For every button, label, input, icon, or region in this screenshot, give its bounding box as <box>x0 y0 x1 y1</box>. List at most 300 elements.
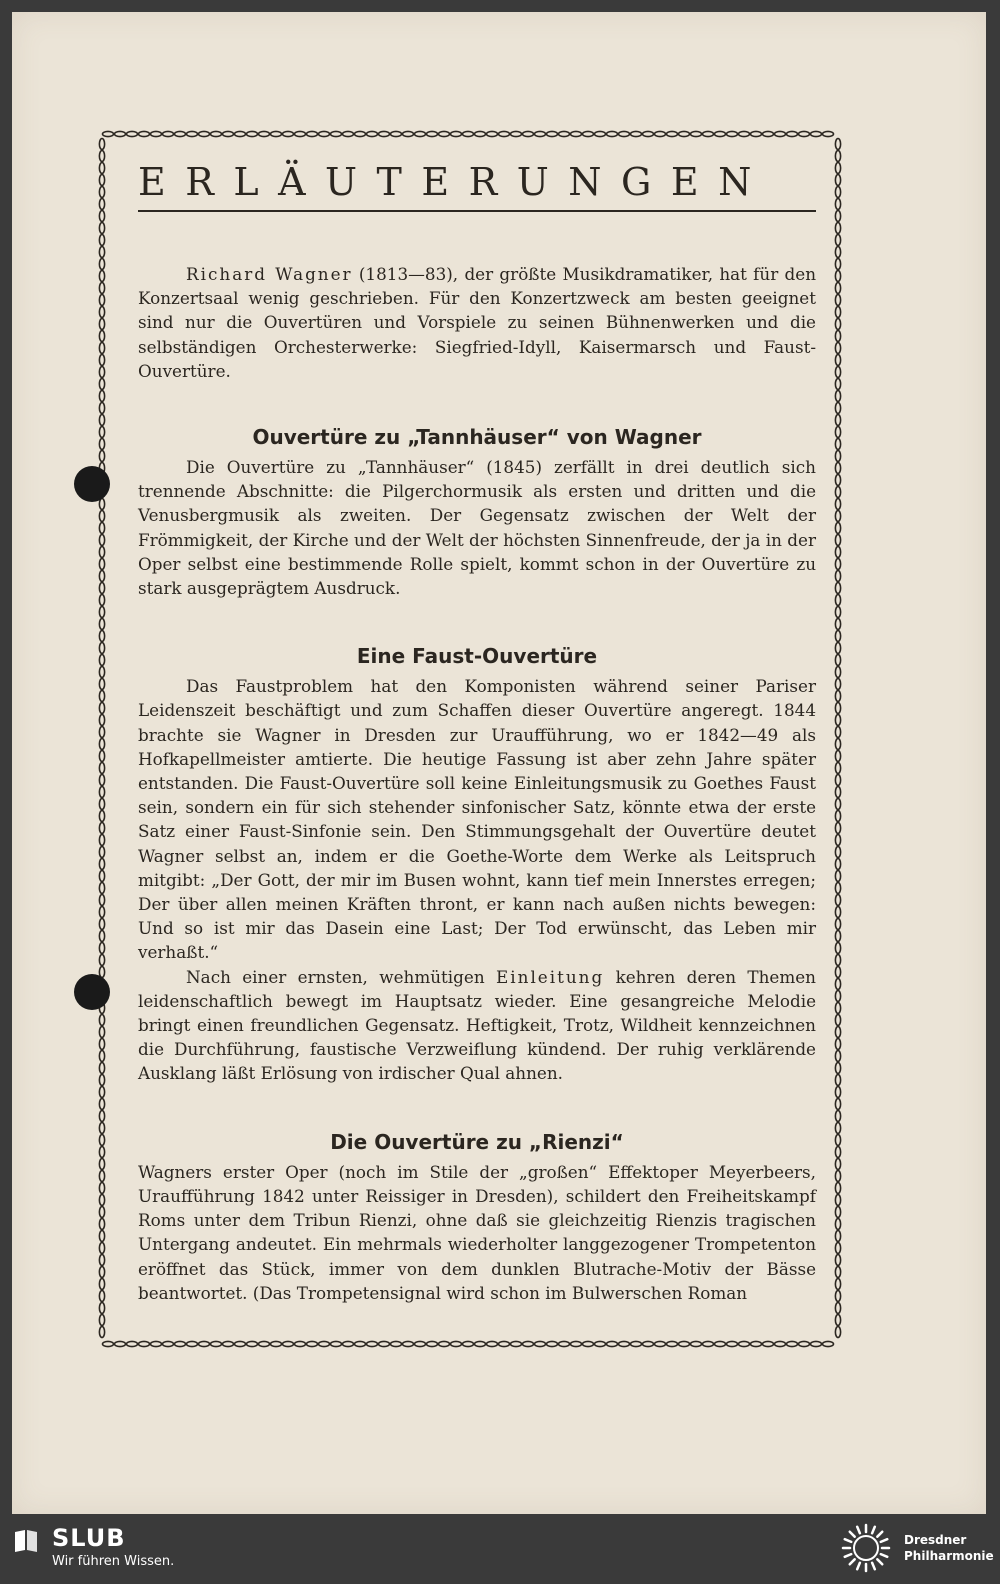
chain-link <box>835 1207 840 1218</box>
chain-link <box>835 835 840 846</box>
logo-ray <box>857 1563 860 1569</box>
chain-link <box>835 1003 840 1014</box>
chain-link <box>99 1315 104 1326</box>
composer-name: Richard Wagner <box>186 264 353 284</box>
logo-ray <box>850 1532 855 1537</box>
library-slogan: Wir führen Wissen. <box>52 1554 175 1569</box>
chain-link <box>835 283 840 294</box>
chain-link <box>99 151 104 162</box>
chain-link <box>99 847 104 858</box>
chain-link <box>835 1315 840 1326</box>
chain-link <box>835 1111 840 1122</box>
chain-link <box>835 499 840 510</box>
chain-link <box>99 1183 104 1194</box>
logo-ray <box>850 1559 855 1564</box>
chain-link <box>595 1341 606 1346</box>
chain-link <box>99 787 104 798</box>
chain-link <box>835 163 840 174</box>
chain-link <box>835 883 840 894</box>
chain-link <box>331 1341 342 1346</box>
chain-link <box>595 131 606 136</box>
chain-link <box>835 355 840 366</box>
chain-link <box>99 799 104 810</box>
faust-2-lead: Nach einer ernsten, wehmütigen <box>186 966 497 987</box>
chain-link <box>835 511 840 522</box>
chain-link <box>835 907 840 918</box>
chain-link <box>355 1341 366 1346</box>
chain-link <box>99 499 104 510</box>
page-title: ERLÄUTERUNGEN <box>138 160 816 212</box>
chain-link <box>99 1267 104 1278</box>
chain-link <box>99 307 104 318</box>
chain-link <box>679 1341 690 1346</box>
chain-link <box>99 1243 104 1254</box>
chain-link <box>99 199 104 210</box>
chain-link <box>835 571 840 582</box>
chain-link <box>99 1171 104 1182</box>
chain-link <box>547 1341 558 1346</box>
chain-link <box>439 1341 450 1346</box>
chain-link <box>247 131 258 136</box>
chain-link <box>99 559 104 570</box>
section-paragraph-faust-2 <box>138 965 816 1086</box>
chain-link <box>835 439 840 450</box>
chain-link <box>99 763 104 774</box>
chain-link <box>99 727 104 738</box>
chain-link <box>667 1341 678 1346</box>
chain-link <box>211 1341 222 1346</box>
chain-link <box>499 131 510 136</box>
chain-link <box>835 1051 840 1062</box>
chain-link <box>607 131 618 136</box>
chain-link <box>775 131 786 136</box>
chain-link <box>99 1195 104 1206</box>
chain-link <box>835 235 840 246</box>
chain-link <box>631 1341 642 1346</box>
chain-link <box>835 1171 840 1182</box>
chain-link <box>811 131 822 136</box>
chain-link <box>163 1341 174 1346</box>
chain-link <box>643 1341 654 1346</box>
chain-link <box>247 1341 258 1346</box>
chain-link <box>99 655 104 666</box>
chain-link <box>99 1099 104 1110</box>
program-page <box>12 12 986 1514</box>
chain-link <box>295 1341 306 1346</box>
chain-link <box>835 1027 840 1038</box>
chain-link <box>99 1279 104 1290</box>
chain-link <box>259 1341 270 1346</box>
chain-link <box>835 763 840 774</box>
chain-link <box>835 955 840 966</box>
chain-link <box>99 139 104 150</box>
chain-link <box>99 571 104 582</box>
partner-line-2: Philharmonie <box>904 1549 994 1563</box>
chain-link <box>739 131 750 136</box>
chain-link <box>99 259 104 270</box>
chain-link <box>99 343 104 354</box>
chain-link <box>99 391 104 402</box>
chain-link <box>99 907 104 918</box>
chain-link <box>835 559 840 570</box>
chain-link <box>379 131 390 136</box>
chain-link <box>835 367 840 378</box>
logo-ray <box>872 1527 875 1533</box>
chain-link <box>835 523 840 534</box>
chain-link <box>403 1341 414 1346</box>
logo-ray <box>881 1539 887 1542</box>
chain-link <box>835 331 840 342</box>
chain-link <box>451 131 462 136</box>
chain-link <box>99 1291 104 1302</box>
chain-link <box>99 811 104 822</box>
chain-link <box>99 1015 104 1026</box>
chain-link <box>99 823 104 834</box>
chain-link <box>99 187 104 198</box>
chain-link <box>99 451 104 462</box>
chain-link <box>835 199 840 210</box>
chain-link <box>835 547 840 558</box>
chain-link <box>835 1135 840 1146</box>
chain-link <box>187 1341 198 1346</box>
chain-link <box>703 1341 714 1346</box>
chain-link <box>835 1303 840 1314</box>
chain-link <box>523 1341 534 1346</box>
chain-link <box>99 415 104 426</box>
chain-link <box>415 1341 426 1346</box>
chain-link <box>835 379 840 390</box>
chain-link <box>99 715 104 726</box>
chain-link <box>99 919 104 930</box>
book-icon[interactable] <box>12 1526 40 1554</box>
chain-link <box>835 811 840 822</box>
chain-link <box>99 943 104 954</box>
chain-link <box>499 1341 510 1346</box>
section-paragraph-rienzi: Wagners erster Oper (noch im Stile der „großen“ Effektoper Meyerbeers, Uraufführung 1842 unter Reissiger in Dresden), schildert den Freiheitskampf Roms unter dem Tribun Rienzi, ohne daß sie gleichzeitig Rienzis tragischen Untergang andeutet. Ein mehrmals wiederholter langgezogener Trompetenton eröffnet das Stück, immer von dem dunklen Blutrache-Motiv der Bässe beantwortet. (Das Trompetensignal wird schon im Bulwerschen Roman <box>138 1161 816 1303</box>
chain-link <box>715 131 726 136</box>
chain-link <box>99 1087 104 1098</box>
chain-link <box>835 343 840 354</box>
chain-link <box>835 259 840 270</box>
chain-link <box>355 131 366 136</box>
chain-link <box>835 1279 840 1290</box>
chain-link <box>211 131 222 136</box>
chain-link <box>439 131 450 136</box>
chain-link <box>99 871 104 882</box>
chain-link <box>835 391 840 402</box>
chain-link <box>835 715 840 726</box>
chain-link <box>643 131 654 136</box>
chain-link <box>727 1341 738 1346</box>
faust-2-rest: kehren deren Themen leidenschaftlich bewegt im Hauptsatz wieder. Eine gesangreiche Melodie bringt einen freundlichen Gegensatz. Heftigkeit, Trotz, Wildheit kennzeichnen die Durchführung, faustische Verzweiflung kündend. Der ruhig verklärende Ausklang läßt Erlösung von irdischer Qual ahnen. <box>138 966 816 1084</box>
chain-link <box>99 319 104 330</box>
chain-link <box>835 247 840 258</box>
chain-link <box>99 931 104 942</box>
partner-line-1: Dresdner <box>904 1533 967 1547</box>
chain-link <box>99 163 104 174</box>
chain-link <box>271 1341 282 1346</box>
logo-ray <box>877 1559 882 1564</box>
chain-link <box>99 751 104 762</box>
chain-link <box>835 1243 840 1254</box>
philharmonie-logo-icon[interactable] <box>840 1522 892 1574</box>
chain-link <box>487 1341 498 1346</box>
chain-link <box>835 1099 840 1110</box>
page-content <box>138 160 816 1305</box>
chain-link <box>403 131 414 136</box>
punch-hole-bottom <box>74 974 110 1010</box>
chain-link <box>799 131 810 136</box>
chain-link <box>99 835 104 846</box>
chain-link <box>535 1341 546 1346</box>
chain-link <box>619 131 630 136</box>
partner-logo-text[interactable] <box>904 1532 994 1564</box>
chain-link <box>99 331 104 342</box>
chain-link <box>583 131 594 136</box>
chain-link <box>99 1231 104 1242</box>
chain-link <box>343 131 354 136</box>
chain-link <box>835 667 840 678</box>
chain-link <box>787 131 798 136</box>
chain-link <box>835 1159 840 1170</box>
chain-link <box>463 1341 474 1346</box>
chain-link <box>331 131 342 136</box>
chain-link <box>835 307 840 318</box>
chain-link <box>835 463 840 474</box>
chain-link <box>835 1087 840 1098</box>
chain-link <box>99 1219 104 1230</box>
chain-link <box>99 1255 104 1266</box>
section-heading-tannhaeuser: Ouvertüre zu „Tannhäuser“ von Wagner <box>252 425 702 450</box>
chain-link <box>99 403 104 414</box>
chain-link <box>835 139 840 150</box>
chain-link <box>319 1341 330 1346</box>
chain-link <box>99 211 104 222</box>
punch-hole-top <box>74 466 110 502</box>
chain-link <box>835 871 840 882</box>
chain-link <box>199 131 210 136</box>
chain-link <box>319 131 330 136</box>
chain-link <box>99 427 104 438</box>
chain-link <box>835 631 840 642</box>
chain-link <box>259 131 270 136</box>
chain-link <box>99 1075 104 1086</box>
chain-link <box>835 415 840 426</box>
chain-link <box>835 1039 840 1050</box>
intro-paragraph <box>138 262 816 383</box>
chain-link <box>235 131 246 136</box>
chain-link <box>835 1219 840 1230</box>
chain-link <box>835 187 840 198</box>
chain-link <box>99 283 104 294</box>
chain-link <box>835 607 840 618</box>
chain-link <box>99 535 104 546</box>
chain-link <box>835 1147 840 1158</box>
chain-link <box>835 655 840 666</box>
chain-link <box>751 131 762 136</box>
chain-link <box>99 1051 104 1062</box>
chain-link <box>835 931 840 942</box>
chain-link <box>99 595 104 606</box>
chain-link <box>667 131 678 136</box>
chain-link <box>115 1341 126 1346</box>
chain-link <box>835 271 840 282</box>
chain-link <box>835 787 840 798</box>
chain-link <box>835 739 840 750</box>
chain-link <box>835 727 840 738</box>
chain-link <box>99 667 104 678</box>
chain-link <box>763 1341 774 1346</box>
chain-link <box>127 131 138 136</box>
chain-link <box>99 619 104 630</box>
logo-ray <box>857 1527 860 1533</box>
chain-link <box>571 1341 582 1346</box>
chain-link <box>655 131 666 136</box>
chain-link <box>99 607 104 618</box>
chain-link <box>835 979 840 990</box>
chain-link <box>151 131 162 136</box>
chain-link <box>99 775 104 786</box>
chain-link <box>835 619 840 630</box>
chain-link <box>99 1111 104 1122</box>
chain-link <box>235 1341 246 1346</box>
chain-link <box>823 131 834 136</box>
chain-link <box>103 1341 114 1346</box>
chain-link <box>99 379 104 390</box>
chain-link <box>99 739 104 750</box>
chain-link <box>391 1341 402 1346</box>
chain-link <box>307 131 318 136</box>
chain-link <box>835 919 840 930</box>
chain-link <box>835 1231 840 1242</box>
chain-link <box>283 1341 294 1346</box>
library-logo-text[interactable]: SLUB <box>52 1524 126 1552</box>
chain-link <box>99 1207 104 1218</box>
chain-link <box>99 1147 104 1158</box>
chain-link <box>787 1341 798 1346</box>
chain-link <box>691 131 702 136</box>
chain-link <box>163 131 174 136</box>
chain-link <box>99 511 104 522</box>
chain-link <box>835 475 840 486</box>
chain-link <box>99 895 104 906</box>
chain-link <box>99 1159 104 1170</box>
chain-link <box>835 679 840 690</box>
chain-link <box>99 1135 104 1146</box>
chain-link <box>799 1341 810 1346</box>
chain-link <box>99 1063 104 1074</box>
logo-ray <box>845 1539 851 1542</box>
chain-link <box>775 1341 786 1346</box>
chain-link <box>835 583 840 594</box>
chain-link <box>463 131 474 136</box>
chain-link <box>427 131 438 136</box>
chain-link <box>139 1341 150 1346</box>
chain-link <box>99 247 104 258</box>
chain-link <box>835 895 840 906</box>
chain-link <box>835 1255 840 1266</box>
chain-link <box>835 799 840 810</box>
chain-link <box>655 1341 666 1346</box>
chain-link <box>835 487 840 498</box>
chain-link <box>99 691 104 702</box>
logo-ray <box>845 1554 851 1557</box>
chain-link <box>427 1341 438 1346</box>
chain-link <box>835 1063 840 1074</box>
chain-link <box>99 1123 104 1134</box>
chain-link <box>679 131 690 136</box>
chain-link <box>835 175 840 186</box>
chain-link <box>583 1341 594 1346</box>
chain-link <box>523 131 534 136</box>
chain-link <box>607 1341 618 1346</box>
faust-2-emphasis: Einleitung <box>496 966 605 987</box>
chain-link <box>99 1303 104 1314</box>
chain-link <box>511 1341 522 1346</box>
chain-link <box>739 1341 750 1346</box>
chain-link <box>475 131 486 136</box>
chain-link <box>835 295 840 306</box>
chain-link <box>835 823 840 834</box>
chain-link <box>379 1341 390 1346</box>
chain-link <box>835 967 840 978</box>
chain-link <box>835 595 840 606</box>
chain-link <box>835 1015 840 1026</box>
chain-link <box>835 223 840 234</box>
chain-link <box>295 131 306 136</box>
chain-link <box>835 427 840 438</box>
chain-link <box>103 131 114 136</box>
chain-link <box>271 131 282 136</box>
chain-link <box>99 1039 104 1050</box>
chain-link <box>391 131 402 136</box>
chain-link <box>223 1341 234 1346</box>
chain-link <box>99 643 104 654</box>
chain-link <box>547 131 558 136</box>
chain-link <box>835 751 840 762</box>
chain-link <box>835 943 840 954</box>
chain-link <box>127 1341 138 1346</box>
section-heading-faust: Eine Faust-Ouvertüre <box>356 644 598 669</box>
chain-link <box>835 1183 840 1194</box>
chain-link <box>835 1075 840 1086</box>
chain-link <box>343 1341 354 1346</box>
chain-link <box>367 131 378 136</box>
chain-link <box>99 367 104 378</box>
section-heading-rienzi: Die Ouvertüre zu „Rienzi“ <box>330 1129 624 1154</box>
logo-ray <box>881 1554 887 1557</box>
intro-text: (1813—83), der größte Musikdramatiker, hat für den Konzertsaal wenig geschrieben. Für den Konzertzweck am besten geeignet sind nur die Ouvertüren und Vorspiele zu seinen Bühnenwerken und die selbständigen Orchesterwerke: Siegfried-Idyll, Kaisermarsch und Faust-Ouvertüre. <box>138 264 817 381</box>
chain-link <box>151 1341 162 1346</box>
chain-link <box>535 131 546 136</box>
logo-ray <box>872 1563 875 1569</box>
chain-link <box>751 1341 762 1346</box>
section-paragraph-tannhaeuser: Die Ouvertüre zu „Tannhäuser“ (1845) zerfällt in drei deutlich sich trennende Abschnitte: die Pilgerchormusik als ersten und dritten und die Venusbergmusik als zweiten. Der Gegensatz zwischen der Welt der Frömmigkeit, der Kirche und der Welt der höchsten Sinnenfreude, der ja in der Oper selbst eine bestimmende Rolle spielt, kommt schon in der Ouvertüre zu stark ausgeprägtem Ausdruck. <box>138 457 816 599</box>
chain-link <box>835 535 840 546</box>
chain-link <box>835 847 840 858</box>
chain-link <box>715 1341 726 1346</box>
chain-link <box>631 131 642 136</box>
chain-link <box>99 439 104 450</box>
chain-link <box>835 1267 840 1278</box>
section-paragraph-faust-1: Das Faustproblem hat den Komponisten während seiner Pariser Leidenszeit beschäftigt und zum Schaffen dieser Ouvertüre angeregt. 1844 brachte sie Wagner in Dresden zur Uraufführung, wo er 1842—49 als Hofkapellmeister amtierte. Die heutige Fassung ist aber zehn Jahre später entstanden. Die Faust-Ouvertüre soll keine Einleitungsmusik zu Goethes Faust sein, sondern ein für sich stehender sinfonischer Satz, könnte etwa der erste Satz einer Faust-Sinfonie sein. Den Stimmungsgehalt der Ouvertüre deutet Wagner selbst an, indem er die Goethe-Worte dem Werke als Leitspruch mitgibt: „Der Gott, der mir im Busen wohnt, kann tief mein Innerstes erregen; Der über allen meinen Kräften thront, er kann nach außen nichts bewegen: Und so ist mir das Dasein eine Last; Der Tod erwünscht, das Leben mir verhaßt.“ <box>138 676 816 963</box>
chain-link <box>835 403 840 414</box>
chain-link <box>99 271 104 282</box>
chain-link <box>487 131 498 136</box>
chain-link <box>835 703 840 714</box>
chain-link <box>115 131 126 136</box>
chain-link <box>99 547 104 558</box>
